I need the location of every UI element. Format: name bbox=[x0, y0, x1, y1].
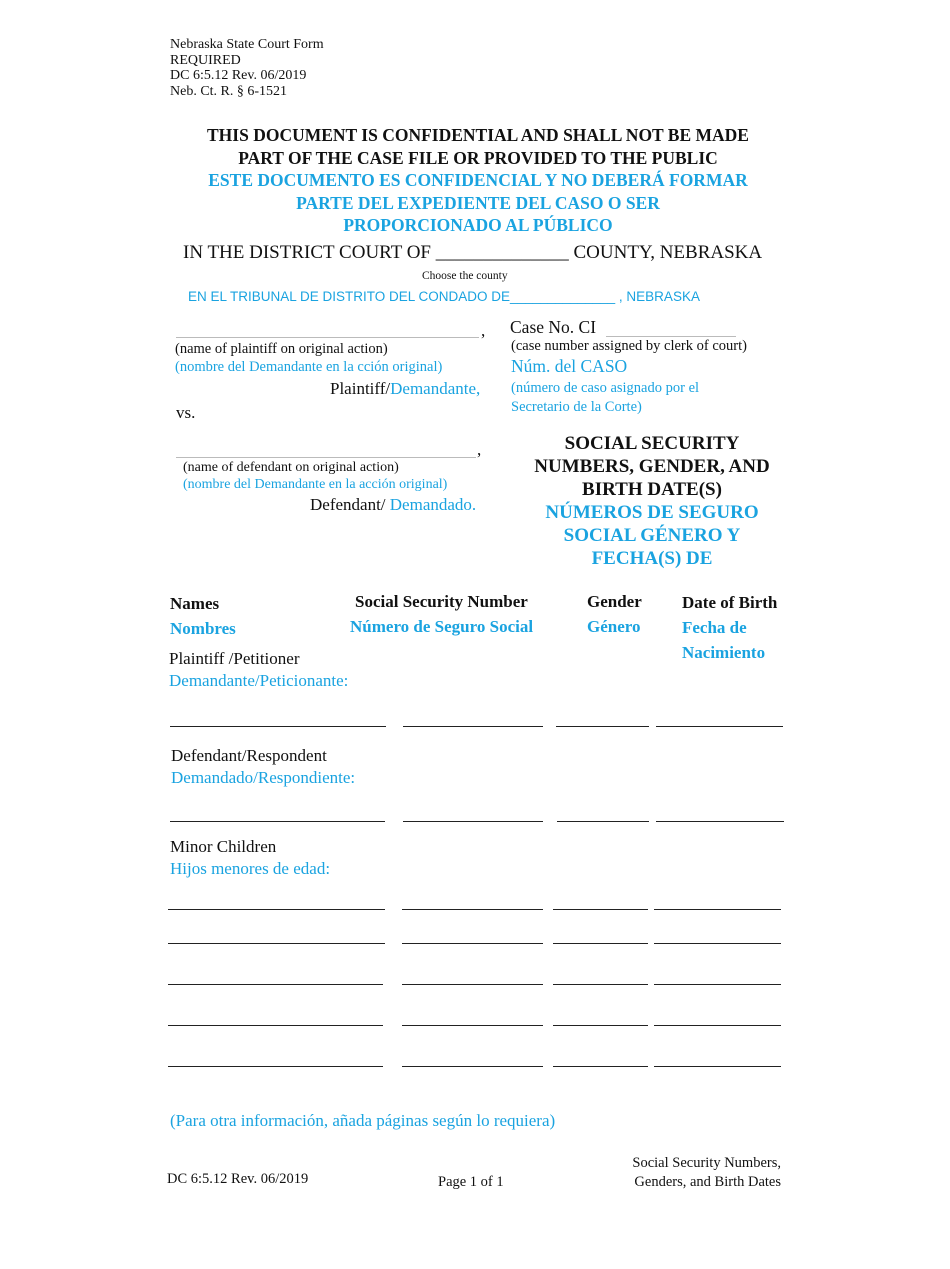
minor-2-gender-field[interactable] bbox=[553, 943, 648, 944]
title-en-1: SOCIAL SECURITY bbox=[564, 433, 740, 454]
minor-3-dob-field[interactable] bbox=[654, 984, 781, 985]
additional-pages-note: (Para otra información, añada páginas según lo requiera) bbox=[170, 1111, 556, 1130]
title-es-3: FECHA(S) DE bbox=[591, 548, 713, 569]
footer-code: DC 6:5.12 Rev. 06/2019 bbox=[167, 1171, 309, 1187]
form-code: DC 6:5.12 Rev. 06/2019 bbox=[170, 68, 307, 83]
minor-4-gender-field[interactable] bbox=[553, 1025, 648, 1026]
title-en-3: BIRTH DATE(S) bbox=[582, 479, 722, 500]
defendant-row-label-es: Demandado/Respondiente: bbox=[171, 768, 356, 787]
court-rule: Neb. Ct. R. § 6-1521 bbox=[170, 83, 288, 99]
minor-1-gender-field[interactable] bbox=[553, 909, 648, 910]
confidential-es-3: PROPORCIONADO AL PÚBLICO bbox=[343, 215, 613, 235]
plaintiff-gender-field[interactable] bbox=[556, 726, 649, 727]
defendant-name-line[interactable] bbox=[176, 457, 476, 458]
defendant-name-field[interactable] bbox=[170, 821, 385, 822]
footer-page: Page 1 of 1 bbox=[438, 1174, 504, 1190]
defendant-label-es: Demandado. bbox=[389, 495, 477, 514]
defendant-ssn-field[interactable] bbox=[403, 821, 543, 822]
form-header bbox=[170, 37, 324, 99]
county-hint: Choose the county bbox=[422, 270, 508, 282]
footer-title-2: Genders, and Birth Dates bbox=[634, 1173, 781, 1190]
minor-5-ssn-field[interactable] bbox=[402, 1066, 543, 1067]
confidential-en-1: THIS DOCUMENT IS CONFIDENTIAL AND SHALL NOT BE MADE bbox=[207, 125, 749, 145]
title-es-2: SOCIAL GÉNERO Y bbox=[563, 525, 741, 546]
minor-3-gender-field[interactable] bbox=[553, 984, 648, 985]
minor-4-ssn-field[interactable] bbox=[402, 1025, 543, 1026]
case-hint-en: (case number assigned by clerk of court) bbox=[511, 338, 747, 354]
minor-2-dob-field[interactable] bbox=[654, 943, 781, 944]
case-hint-es-1: (número de caso asignado por el bbox=[511, 380, 700, 396]
col-gender-es: Género bbox=[587, 617, 641, 636]
minors-label-en: Minor Children bbox=[170, 837, 277, 856]
col-names-header bbox=[170, 593, 236, 640]
plaintiff-row-label-es: Demandante/Peticionante: bbox=[169, 671, 349, 690]
plaintiff-hint-es: (nombre del Demandante en la cción original) bbox=[175, 359, 443, 375]
defendant-dob-field[interactable] bbox=[656, 821, 784, 822]
minor-2-name-field[interactable] bbox=[168, 943, 385, 944]
confidential-es-2: PARTE DEL EXPEDIENTE DEL CASO O SER bbox=[296, 192, 660, 213]
plaintiff-name-field[interactable] bbox=[170, 726, 386, 727]
document-title bbox=[502, 432, 802, 570]
confidential-en-2: PART OF THE CASE FILE OR PROVIDED TO THE PUBLIC bbox=[238, 147, 718, 168]
minor-5-dob-field[interactable] bbox=[654, 1066, 781, 1067]
case-label-es: Núm. del CASO bbox=[511, 356, 628, 376]
col-ssn-es: Número de Seguro Social bbox=[350, 617, 534, 636]
form-name: Nebraska State Court Form bbox=[170, 37, 324, 52]
minor-3-name-field[interactable] bbox=[168, 984, 383, 985]
minor-1-ssn-field[interactable] bbox=[402, 909, 543, 910]
col-dob-header bbox=[682, 590, 777, 665]
minors-label-es: Hijos menores de edad: bbox=[170, 859, 331, 878]
case-hint-es-2: Secretario de la Corte) bbox=[511, 399, 642, 415]
case-label-en: Case No. CI bbox=[510, 317, 597, 337]
col-names-es: Nombres bbox=[170, 619, 236, 638]
defendant-hint-en: (name of defendant on original action) bbox=[183, 460, 399, 475]
confidential-notice bbox=[0, 124, 950, 237]
defendant-label bbox=[310, 495, 476, 515]
minor-5-gender-field[interactable] bbox=[553, 1066, 648, 1067]
plaintiff-label-en: Plaintiff/ bbox=[330, 379, 391, 398]
minor-2-ssn-field[interactable] bbox=[402, 943, 543, 944]
col-gender-en: Gender bbox=[587, 592, 642, 611]
confidential-es-1: ESTE DOCUMENTO ES CONFIDENCIAL Y NO DEBERÁ FORMAR bbox=[208, 170, 748, 190]
title-en-2: NUMBERS, GENDER, AND bbox=[534, 456, 770, 477]
col-names-en: Names bbox=[170, 594, 220, 613]
plaintiff-hint-en: (name of plaintiff on original action) bbox=[175, 341, 388, 357]
defendant-hint-es: (nombre del Demandante en la acción original) bbox=[183, 477, 448, 492]
plaintiff-name-line[interactable] bbox=[176, 337, 479, 338]
required-label: REQUIRED bbox=[170, 52, 241, 68]
minor-3-ssn-field[interactable] bbox=[402, 984, 543, 985]
minor-5-name-field[interactable] bbox=[168, 1066, 383, 1067]
minor-4-dob-field[interactable] bbox=[654, 1025, 781, 1026]
versus-label: vs. bbox=[176, 403, 196, 422]
col-dob-es-2: Nacimiento bbox=[682, 643, 766, 662]
col-ssn-en: Social Security Number bbox=[355, 592, 528, 611]
plaintiff-ssn-field[interactable] bbox=[403, 726, 543, 727]
plaintiff-label-es: Demandante, bbox=[390, 379, 481, 398]
col-dob-en: Date of Birth bbox=[682, 593, 778, 612]
defendant-label-en: Defendant/ bbox=[310, 495, 390, 514]
minor-1-dob-field[interactable] bbox=[654, 909, 781, 910]
defendant-comma: , bbox=[477, 440, 482, 459]
defendant-row-label-en: Defendant/Respondent bbox=[171, 746, 327, 765]
court-line-es[interactable]: EN EL TRIBUNAL DE DISTRITO DEL CONDADO DE______________ , NEBRASKA bbox=[188, 289, 700, 304]
footer-title-1: Social Security Numbers, bbox=[632, 1155, 781, 1171]
case-number-line[interactable] bbox=[606, 336, 736, 337]
minor-4-name-field[interactable] bbox=[168, 1025, 383, 1026]
plaintiff-row-label-en: Plaintiff /Petitioner bbox=[169, 649, 300, 668]
title-es-1: NÚMEROS DE SEGURO bbox=[545, 502, 759, 523]
plaintiff-comma: , bbox=[481, 321, 486, 340]
col-dob-es-1: Fecha de bbox=[682, 618, 747, 637]
col-gender-header bbox=[587, 591, 642, 638]
defendant-gender-field[interactable] bbox=[557, 821, 649, 822]
footer-title bbox=[560, 1154, 781, 1191]
minor-1-name-field[interactable] bbox=[168, 909, 385, 910]
plaintiff-label bbox=[330, 379, 480, 399]
court-line-en[interactable]: IN THE DISTRICT COURT OF ______________ COUNTY, NEBRASKA bbox=[183, 242, 763, 263]
col-ssn-header bbox=[350, 591, 533, 638]
plaintiff-dob-field[interactable] bbox=[656, 726, 783, 727]
